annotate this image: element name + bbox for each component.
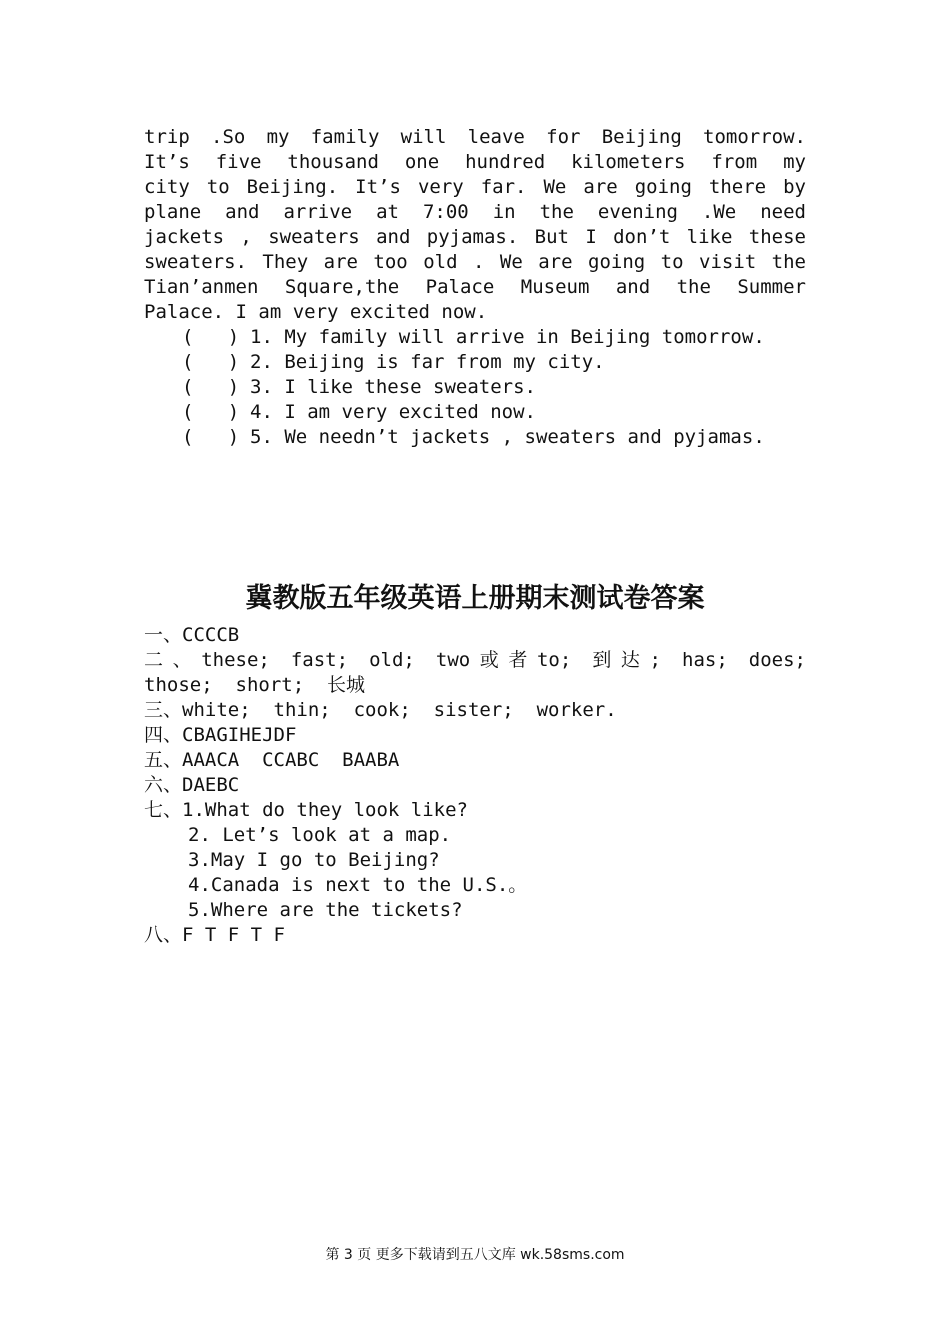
answer-section-7-item: 4.Canada is next to the U.S.。 — [188, 874, 528, 896]
question-item — [144, 375, 844, 400]
answer-blank: ( ) — [182, 401, 240, 423]
answer-section-8: 八、F T F T F — [144, 924, 285, 946]
answer-blank: ( ) — [182, 351, 240, 373]
answer-section-2-line-1: 二、these; fast; old; two或者to; 到达; has; does; — [144, 649, 806, 671]
question-item — [144, 350, 844, 375]
answer-section-7-item: 2. Let’s look at a map. — [188, 824, 452, 846]
question-text: 2. Beijing is far from my city. — [250, 351, 605, 373]
answer-section-4: 四、CBAGIHEJDF — [144, 724, 297, 746]
question-item — [144, 425, 844, 450]
passage-line: It’s five thousand one hundred kilometers from my — [144, 151, 806, 173]
passage-line: plane and arrive at 7:00 in the evening .We need — [144, 201, 806, 223]
passage-line: Palace. I am very excited now. — [144, 301, 488, 323]
answer-key — [144, 623, 806, 948]
passage-line: jackets , sweaters and pyjamas. But I don’t like these — [144, 226, 806, 248]
page-footer: 第 3 页 更多下载请到五八文库 wk.58sms.com — [325, 1247, 625, 1263]
answer-blank: ( ) — [182, 376, 240, 398]
question-text: 4. I am very excited now. — [250, 401, 536, 423]
passage-line: sweaters. They are too old . We are going to visit the — [144, 251, 806, 273]
passage-line: city to Beijing. It’s very far. We are going there by — [144, 176, 806, 198]
passage-line: trip .So my family will leave for Beijing tomorrow. — [144, 126, 806, 148]
answer-section-7-item: 3.May I go to Beijing? — [188, 849, 440, 871]
answer-section-7-head: 七、1.What do they look like? — [144, 799, 468, 821]
passage-line: Tian’anmen Square,the Palace Museum and the Summer — [144, 276, 806, 298]
question-text: 1. My family will arrive in Beijing tomorrow. — [250, 326, 765, 348]
question-text: 3. I like these sweaters. — [250, 376, 536, 398]
answer-section-7-item: 5.Where are the tickets? — [188, 899, 463, 921]
reading-passage — [144, 125, 806, 325]
answer-section-5: 五、AAACA CCABC BAABA — [144, 749, 400, 771]
answer-key-title: 冀教版五年级英语上册期末测试卷答案 — [245, 583, 705, 614]
answer-section-6: 六、DAEBC — [144, 774, 240, 796]
question-item — [144, 400, 844, 425]
answer-section-2-line-2: those; short; 长城 — [144, 674, 366, 696]
question-item — [144, 325, 844, 350]
true-false-questions — [144, 325, 844, 450]
answer-section-3: 三、white; thin; cook; sister; worker. — [144, 699, 617, 721]
question-text: 5. We needn’t jackets , sweaters and pyjamas. — [250, 426, 765, 448]
answer-blank: ( ) — [182, 326, 240, 348]
answer-blank: ( ) — [182, 426, 240, 448]
answer-section-1: 一、CCCCB — [144, 624, 240, 646]
